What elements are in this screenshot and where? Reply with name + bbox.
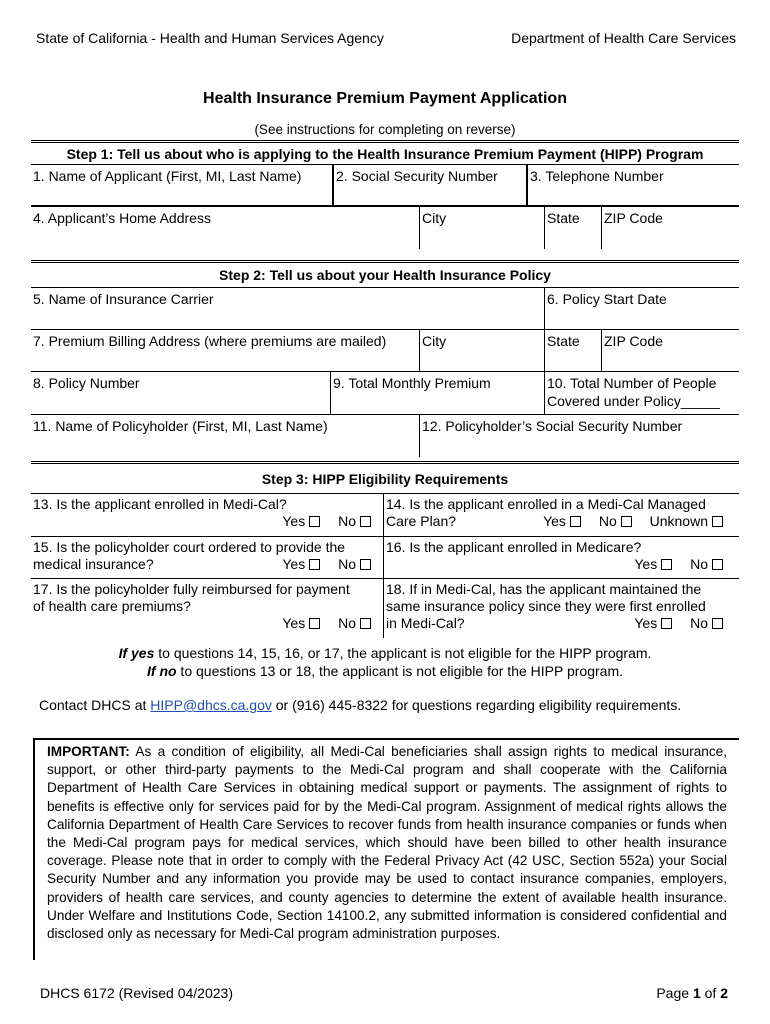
policy-number-field[interactable]: 8. Policy Number: [33, 375, 140, 391]
monthly-premium-field[interactable]: 9. Total Monthly Premium: [330, 372, 544, 414]
question-row-1: [31, 494, 739, 537]
page-number: [656, 985, 728, 1001]
question-15-text: 15. Is the policyholder court ordered to provide the: [33, 539, 346, 555]
question-16: [383, 537, 739, 578]
billing-city-field[interactable]: City: [419, 330, 544, 371]
applicant-name-field[interactable]: 1. Name of Applicant (First, MI, Last Name): [33, 168, 302, 184]
q14-unknown-label: Unknown: [649, 513, 708, 529]
if-yes-lead: If yes: [118, 645, 155, 661]
q13-no-checkbox[interactable]: [360, 516, 371, 527]
page-current: 1: [692, 985, 701, 1001]
q14-no-checkbox[interactable]: [621, 516, 632, 527]
if-yes-note: [0, 645, 770, 661]
contact-pre: Contact DHCS at: [39, 697, 151, 713]
q17-yes-label: Yes: [282, 615, 306, 631]
policyholder-name-field[interactable]: 11. Name of Policyholder (First, MI, Last Name): [33, 418, 328, 434]
question-13-options: [33, 513, 381, 530]
department-name: Department of Health Care Services: [511, 30, 736, 46]
question-17-options: [33, 615, 381, 632]
q16-no-label: No: [690, 556, 708, 572]
q15-no-label: No: [338, 556, 356, 572]
question-18-text-2: same insurance policy since they were first enrolled: [386, 598, 706, 614]
if-no-lead: If no: [147, 663, 177, 679]
q18-yes-label: Yes: [634, 615, 658, 631]
ssn-field[interactable]: 2. Social Security Number: [332, 165, 526, 205]
q14-yes-checkbox[interactable]: [570, 516, 581, 527]
policyholder-ssn-field[interactable]: 12. Policyholder’s Social Security Number: [419, 415, 739, 457]
people-covered-field[interactable]: [544, 372, 739, 414]
home-address-field[interactable]: 4. Applicant’s Home Address: [33, 210, 211, 226]
important-body: As a condition of eligibility, all Medi-Cal beneficiaries shall assign rights to medical insurance, support, or other third-party payments to the Medi-Cal program and shall cooperate with the California Department of Health Care Services in obtaining medical support or payments. The assignment of rights to benefits is effective only for services paid for by the Medi-Cal program. Assignment of medical rights allows the California Department of Health Care Services to recover funds from health insurance companies or funds when the Medi-Cal program pays for medical services, which should have been billed to other health insurance coverage. Please note that in order to comply with the Federal Privacy Act (42 USC, Section 552a) your Social Security Number and any information you provide may be used to contact insurance companies, employers, providers of health care services, and county agencies to determine the extent of available health insurance. Under Welfare and Institutions Code, Section 14100.2, any submitted information is considered confidential and disclosed only as necessary for Medi-Cal program administration purposes.: [47, 744, 727, 942]
question-row-2: [31, 537, 739, 579]
page-header: [36, 30, 736, 46]
step1-row-2: [31, 207, 739, 249]
question-15-text-2: medical insurance?: [33, 556, 154, 572]
q17-no-label: No: [338, 615, 356, 631]
question-17-text-2: of health care premiums?: [33, 598, 191, 614]
question-17-text: 17. Is the policyholder fully reimbursed for payment: [33, 581, 350, 597]
q16-no-checkbox[interactable]: [712, 559, 723, 570]
if-no-note: [0, 663, 770, 679]
q18-no-checkbox[interactable]: [712, 618, 723, 629]
q14-yes-label: Yes: [543, 513, 566, 529]
people-covered-label-2: Covered under Policy_____: [547, 393, 720, 409]
q16-yes-label: Yes: [634, 556, 658, 572]
page-of: of: [700, 985, 721, 1001]
form-id: DHCS 6172 (Revised 04/2023): [40, 985, 233, 1001]
q15-yes-label: Yes: [282, 556, 306, 572]
q14-no-label: No: [598, 513, 617, 529]
page-total: 2: [720, 985, 728, 1001]
telephone-field[interactable]: 3. Telephone Number: [526, 165, 739, 205]
question-14-text-2: Care Plan?: [386, 513, 457, 529]
question-15-options: [33, 556, 381, 573]
q14-unknown-checkbox[interactable]: [712, 516, 723, 527]
page-word: Page: [656, 985, 693, 1001]
q18-yes-checkbox[interactable]: [661, 618, 672, 629]
question-14-text: 14. Is the applicant enrolled in a Medi-Cal Managed: [386, 496, 706, 512]
form-title: Health Insurance Premium Payment Application: [203, 90, 567, 107]
if-no-rest: to questions 13 or 18, the applicant is not eligible for the HIPP program.: [176, 663, 623, 679]
q15-no-checkbox[interactable]: [360, 559, 371, 570]
step2-heading: Step 2: Tell us about your Health Insurance Policy: [31, 263, 739, 288]
q16-yes-checkbox[interactable]: [661, 559, 672, 570]
step2-row-4: [31, 415, 739, 457]
question-15: [31, 537, 383, 578]
question-18-text-3: in Medi-Cal?: [386, 615, 465, 631]
billing-address-field[interactable]: 7. Premium Billing Address (where premiums are mailed): [33, 333, 387, 349]
q13-yes-checkbox[interactable]: [309, 516, 320, 527]
form-subtitle: (See instructions for completing on reverse): [254, 122, 516, 137]
step1-heading: Step 1: Tell us about who is applying to the Health Insurance Premium Payment (HIPP) Program: [31, 143, 739, 165]
step3-section: [31, 461, 739, 638]
question-18: [383, 579, 739, 638]
question-row-3: [31, 579, 739, 638]
question-18-text: 18. If in Medi-Cal, has the applicant maintained the: [386, 581, 702, 597]
question-14: [383, 494, 739, 536]
question-16-options: [386, 556, 737, 573]
contact-post: or (916) 445-8322 for questions regarding eligibility requirements.: [271, 697, 682, 713]
q15-yes-checkbox[interactable]: [309, 559, 320, 570]
q13-yes-label: Yes: [282, 513, 306, 529]
q17-no-checkbox[interactable]: [360, 618, 371, 629]
step2-row-1: [31, 288, 739, 330]
important-notice: [33, 738, 739, 960]
home-city-field[interactable]: City: [419, 207, 544, 249]
insurance-carrier-field[interactable]: 5. Name of Insurance Carrier: [33, 291, 214, 307]
question-13-text: 13. Is the applicant enrolled in Medi-Cal?: [33, 496, 287, 512]
question-14-options: [386, 513, 737, 530]
step1-section: [31, 140, 739, 249]
billing-state-field[interactable]: State: [544, 330, 601, 371]
home-zip-field[interactable]: ZIP Code: [601, 207, 739, 249]
question-13: [31, 494, 383, 536]
if-yes-rest: to questions 14, 15, 16, or 17, the applicant is not eligible for the HIPP program.: [154, 645, 652, 661]
contact-line: [39, 697, 681, 713]
q13-no-label: No: [338, 513, 356, 529]
step2-section: [31, 260, 739, 457]
billing-zip-field[interactable]: ZIP Code: [601, 330, 739, 371]
q17-yes-checkbox[interactable]: [309, 618, 320, 629]
agency-name: State of California - Health and Human Services Agency: [36, 30, 384, 46]
q18-no-label: No: [690, 615, 708, 631]
hipp-email-link[interactable]: HIPP@dhcs.ca.gov: [150, 697, 272, 713]
step2-row-3: [31, 372, 739, 415]
step3-heading: Step 3: HIPP Eligibility Requirements: [31, 464, 739, 494]
question-18-options: [386, 615, 737, 632]
policy-start-date-field[interactable]: 6. Policy Start Date: [544, 288, 739, 329]
question-16-text: 16. Is the applicant enrolled in Medicare?: [386, 539, 642, 555]
step2-row-2: [31, 330, 739, 372]
people-covered-label-1: 10. Total Number of People: [547, 375, 717, 391]
step1-row-1: [31, 165, 739, 207]
question-17: [31, 579, 383, 638]
home-state-field[interactable]: State: [544, 207, 601, 249]
important-lead: IMPORTANT:: [47, 744, 130, 759]
